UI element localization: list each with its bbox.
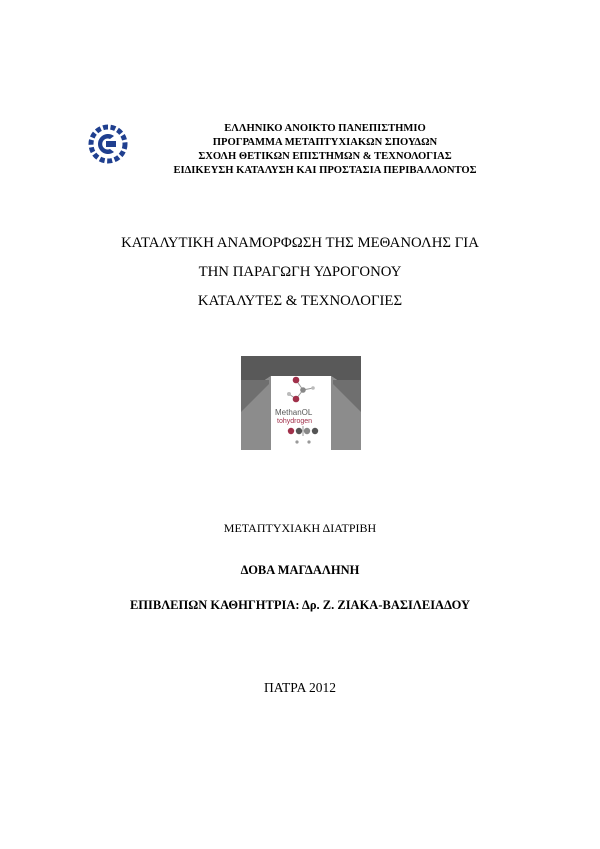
title-line-1: ΚΑΤΑΛΥΤΙΚΗ ΑΝΑΜΟΡΦΩΣΗ ΤΗΣ ΜΕΘΑΝΟΛΗΣ ΓΙΑ (121, 235, 479, 251)
author-name: ΔΟΒΑ ΜΑΓΔΑΛΗΝΗ (240, 563, 360, 577)
title-line-2: ΤΗΝ ΠΑΡΑΓΩΓΗ ΥΔΡΟΓΟΝΟΥ (198, 264, 402, 280)
supervisor: ΕΠΙΒΛΕΠΩΝ ΚΑΘΗΓΗΤΡΙΑ: Δρ. Ζ. ΖΙΑΚΑ-ΒΑΣΙΛΕΙΑΔΟΥ (129, 598, 471, 612)
header-programme: ΠΡΟΓΡΑΜΜΑ ΜΕΤΑΠΤΥΧΙΑΚΩΝ ΣΠΟΥΔΩΝ (212, 137, 438, 148)
place-year: ΠΑΤΡΑ 2012 (264, 680, 336, 695)
header-university: ΕΛΛΗΝΙΚΟ ΑΝΟΙΚΤΟ ΠΑΝΕΠΙΣΤΗΜΙΟ (224, 123, 426, 134)
thesis-title (50, 229, 550, 316)
figure-label-hydrogen: tohydrogen (277, 418, 313, 425)
header-specialization: ΕΙΔΙΚΕΥΣΗ ΚΑΤΑΛΥΣΗ ΚΑΙ ΠΡΟΣΤΑΣΙΑ ΠΕΡΙΒΑΛΛΟΝΤΟΣ (173, 165, 477, 176)
methanol-to-hydrogen-illustration (241, 356, 361, 450)
institution-header (137, 122, 513, 178)
header-school: ΣΧΟΛΗ ΘΕΤΙΚΩΝ ΕΠΙΣΤΗΜΩΝ & ΤΕΧΝΟΛΟΓΙΑΣ (198, 151, 452, 162)
figure-label-methanol: MethanOL (275, 408, 313, 417)
title-line-3: ΚΑΤΑΛΥΤΕΣ & ΤΕΧΝΟΛΟΓΙΕΣ (197, 293, 403, 309)
university-logo-icon (88, 124, 128, 164)
document-type: ΜΕΤΑΠΤΥΧΙΑΚΗ ΔΙΑΤΡΙΒΗ (223, 521, 377, 535)
